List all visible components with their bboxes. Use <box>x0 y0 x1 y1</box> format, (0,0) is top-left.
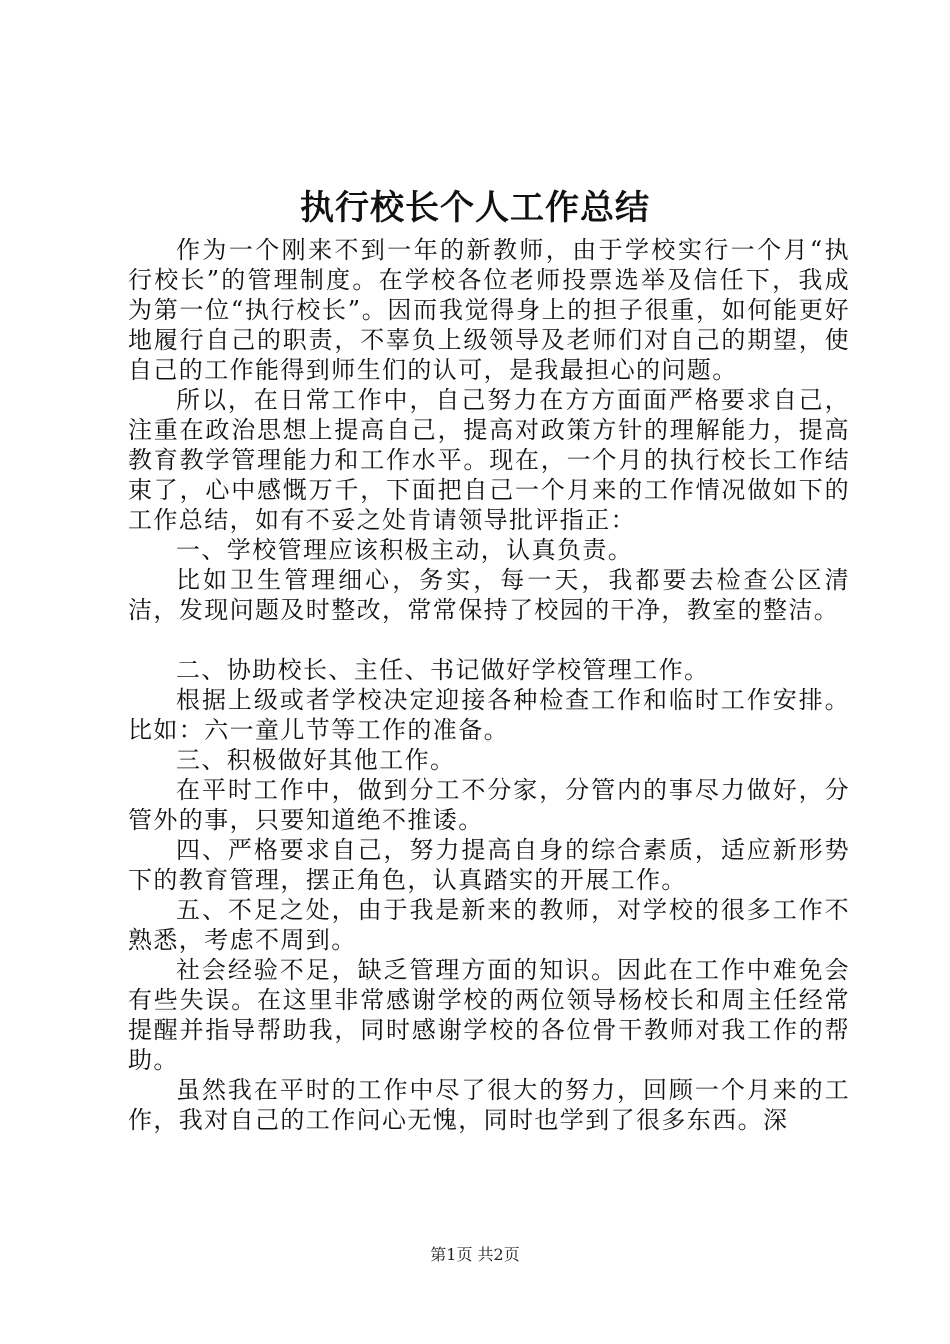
paragraph-division: 在平时工作中，做到分工不分家，分管内的事尽力做好，分管外的事，只要知道绝不推诿。 <box>128 776 850 834</box>
paragraph-intro: 作为一个刚来不到一年的新教师，由于学校实行一个月“执行校长”的管理制度。在学校各位老师投票选举及信任下，我成为第一位“执行校长”。因而我觉得身上的担子很重，如何能更好地履行自己的职责，不辜负上级领导及老师们对自己的期望，使自己的工作能得到师生们的认可，是我最担心的问题。 <box>128 236 850 384</box>
paragraph-inspections: 根据上级或者学校决定迎接各种检查工作和临时工作安排。比如：六一童儿节等工作的准备。 <box>128 686 850 744</box>
paragraph-hygiene: 比如卫生管理细心，务实，每一天，我都要去检查公区清洁，发现问题及时整改，常常保持了校园的干净，教室的整洁。 <box>128 566 850 624</box>
paragraph-experience: 社会经验不足，缺乏管理方面的知识。因此在工作中难免会有些失误。在这里非常感谢学校的两位领导杨校长和周主任经常提醒并指导帮助我，同时感谢学校的各位骨干教师对我工作的帮助。 <box>128 956 850 1074</box>
section-heading-4: 四、严格要求自己，努力提高自身的综合素质，适应新形势下的教育管理，摆正角色，认真踏实的开展工作。 <box>128 836 850 894</box>
section-heading-3: 三、积极做好其他工作。 <box>176 746 456 774</box>
paragraph-review: 虽然我在平时的工作中尽了很大的努力，回顾一个月来的工作，我对自己的工作问心无愧，同时也学到了很多东西。深 <box>128 1076 850 1134</box>
section-heading-2: 二、协助校长、主任、书记做好学校管理工作。 <box>176 656 710 684</box>
section-heading-1: 一、学校管理应该积极主动，认真负责。 <box>176 536 634 564</box>
document-title: 执行校长个人工作总结 <box>300 188 650 228</box>
page-number: 第1页 共2页 <box>430 1245 520 1264</box>
paragraph-daily-work: 所以，在日常工作中，自己努力在方方面面严格要求自己，注重在政治思想上提高自己，提高对政策方针的理解能力，提高教育教学管理能力和工作水平。现在，一个月的执行校长工作结束了，心中感慨万千，下面把自己一个月来的工作情况做如下的工作总结，如有不妥之处肯请领导批评指正： <box>128 386 850 534</box>
document-body <box>128 235 850 1135</box>
section-heading-5: 五、不足之处，由于我是新来的教师，对学校的很多工作不熟悉，考虑不周到。 <box>128 896 850 954</box>
